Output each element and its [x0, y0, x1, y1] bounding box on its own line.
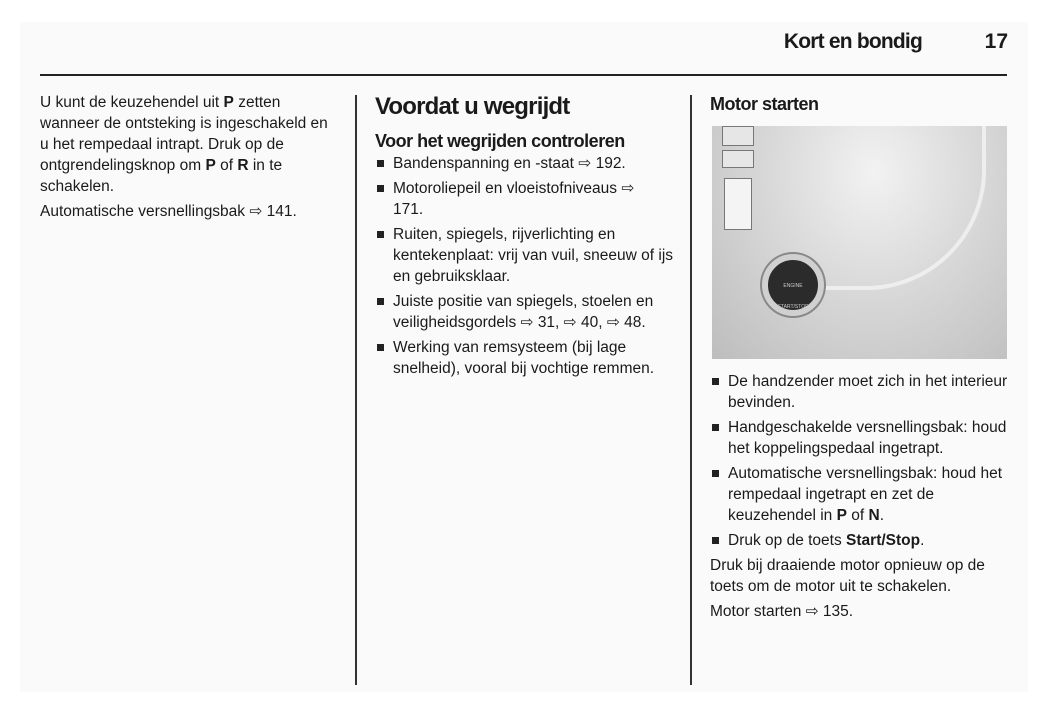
bold-text: Start/Stop	[846, 532, 921, 549]
header-rule	[40, 74, 1007, 76]
paragraph: Druk bij draaiende motor opnieuw op de toets om de motor uit te schakelen.	[710, 557, 985, 595]
cross-reference: Motor starten ⇨ 135.	[710, 603, 854, 620]
text: Automatische versnellingsbak: houd het rempedaal ingetrapt en zet de keuzehendel in	[728, 465, 1002, 524]
bold-text: R	[237, 157, 249, 174]
page-number: 17	[984, 30, 1008, 53]
list-item	[710, 463, 1010, 526]
column-divider	[355, 95, 357, 685]
text: of	[846, 507, 869, 524]
bold-text: N	[868, 507, 880, 524]
text: U kunt de keuzehendel uit	[40, 94, 224, 111]
text: zetten wanneer de ontsteking is ingeschakeld en u het rempedaal intrapt. Druk op de ontgrendelingsknop om	[40, 94, 328, 174]
column-3	[710, 92, 1010, 626]
text: of	[215, 157, 238, 174]
section-title: Motor starten	[710, 94, 819, 114]
column-divider	[690, 95, 692, 685]
list-item: De handzender moet zich in het interieur bevinden.	[710, 371, 1010, 413]
list-item	[710, 530, 1010, 551]
text: in te schakelen.	[40, 157, 283, 195]
running-header-title: Kort en bondig	[783, 30, 922, 53]
section-title: Voordat u wegrijdt	[375, 93, 570, 120]
column-1	[40, 92, 340, 226]
list-item: Bandenspanning en -staat ⇨ 192.	[375, 153, 673, 174]
bold-text: P	[223, 94, 234, 111]
text: Druk op de toets	[728, 532, 847, 549]
list-item: Werking van remsysteem (bij lage snelheid), vooral bij vochtige remmen.	[375, 337, 673, 379]
list-item: Motoroliepeil en vloeistofniveaus ⇨ 171.	[375, 178, 673, 220]
list-item: Handgeschakelde versnellingsbak: houd het koppelingspedaal ingetrapt.	[710, 417, 1010, 459]
text: .	[879, 507, 884, 524]
bold-text: P	[836, 507, 847, 524]
column-2	[375, 92, 673, 383]
paragraph	[40, 92, 340, 197]
photo-label: ENGINE START/STOP	[777, 283, 809, 310]
list-item: Ruiten, spiegels, rijverlichting en kentekenplaat: vrij van vuil, sneeuw of ijs en gebruiksklaar.	[375, 224, 673, 287]
instruction-list	[710, 371, 1010, 551]
start-stop-button-icon	[762, 254, 824, 316]
cross-reference: Automatische versnellingsbak ⇨ 141.	[40, 203, 297, 220]
section-subtitle: Voor het wegrijden controleren	[375, 131, 625, 151]
bold-text: P	[205, 157, 216, 174]
checklist	[375, 153, 673, 379]
text: .	[920, 532, 925, 549]
list-item: Juiste positie van spiegels, stoelen en veiligheidsgordels ⇨ 31, ⇨ 40, ⇨ 48.	[375, 291, 673, 333]
start-stop-button-photo	[712, 126, 1007, 359]
